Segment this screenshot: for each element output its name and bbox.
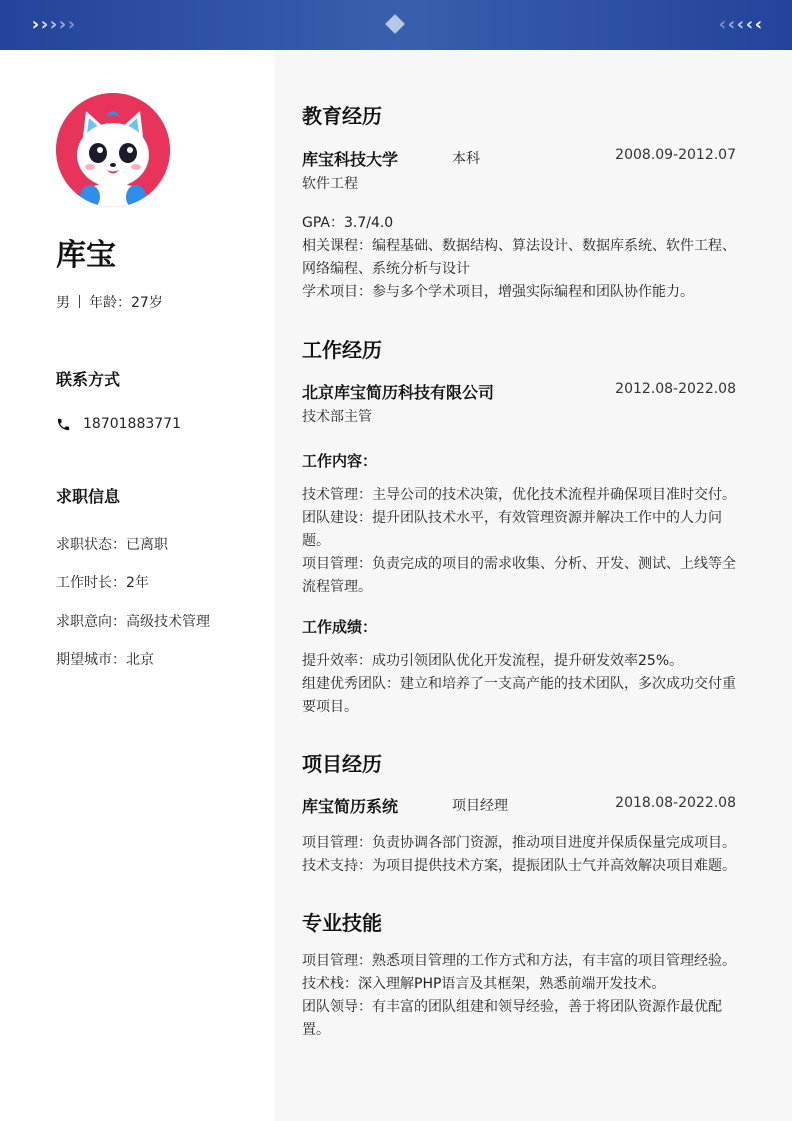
academic-projects-line: 学术项目：参与多个学术项目，增强实际编程和团队协作能力。 bbox=[302, 284, 694, 300]
candidate-name: 库宝 bbox=[56, 238, 116, 273]
mascot-avatar-icon bbox=[56, 93, 170, 207]
contact-heading: 联系方式 bbox=[56, 370, 121, 389]
chevrons-left-decoration: ‹ ‹ ‹ ‹ ‹ bbox=[718, 14, 761, 35]
job-intention: 求职意向：高级技术管理 bbox=[56, 614, 210, 630]
project-detail-item: 项目管理：负责协调各部门资源，推动项目进度并保质保量完成项目。 bbox=[302, 835, 736, 851]
education-header-row bbox=[302, 147, 736, 170]
work-duration: 工作时长：2年 bbox=[56, 575, 149, 591]
expected-city: 期望城市：北京 bbox=[56, 652, 154, 668]
project-detail-item: 技术支持：为项目提供技术方案，提振团队士气并高效解决项目难题。 bbox=[302, 858, 736, 874]
school-name: 库宝科技大学 bbox=[302, 150, 399, 169]
project-date: 2018.08-2022.08 bbox=[615, 795, 736, 811]
work-content-item: 技术管理：主导公司的技术决策，优化技术流程并确保项目准时交付。 bbox=[302, 487, 736, 503]
work-content bbox=[302, 484, 738, 599]
work-result-item: 组建优秀团队：建立和培养了一支高产能的技术团队，多次成功交付重要项目。 bbox=[302, 676, 736, 715]
project-name: 库宝简历系统 bbox=[302, 797, 399, 816]
skill-item: 技术栈：深入理解PHP语言及其框架，熟悉前端开发技术。 bbox=[302, 976, 666, 992]
project-header-row bbox=[302, 794, 736, 817]
divider bbox=[79, 295, 80, 308]
project-role: 项目经理 bbox=[452, 798, 508, 814]
gender: 男 bbox=[56, 295, 70, 311]
degree: 本科 bbox=[452, 151, 480, 167]
chevrons-right-decoration: › › › › › bbox=[31, 14, 74, 35]
skill-item: 项目管理：熟悉项目管理的工作方式和方法，有丰富的项目管理经验。 bbox=[302, 953, 736, 969]
project-details bbox=[302, 832, 738, 878]
education-heading: 教育经历 bbox=[302, 104, 382, 128]
work-content-item: 团队建设：提升团队技术水平，有效管理资源并解决工作中的人力问题。 bbox=[302, 510, 722, 549]
diamond-decoration bbox=[385, 14, 405, 34]
phone-row bbox=[56, 416, 181, 432]
skill-item: 团队领导：有丰富的团队组建和领导经验，善于将团队资源作最优配置。 bbox=[302, 999, 722, 1038]
work-results-heading: 工作成绩： bbox=[302, 618, 378, 636]
skills-list bbox=[302, 950, 738, 1042]
job-info-heading: 求职信息 bbox=[56, 487, 121, 506]
avatar bbox=[56, 93, 170, 207]
age: 年龄：27岁 bbox=[89, 295, 163, 311]
top-banner bbox=[0, 0, 792, 50]
work-role: 技术部主管 bbox=[302, 409, 372, 425]
work-content-item: 项目管理：负责完成的项目的需求收集、分析、开发、测试、上线等全流程管理。 bbox=[302, 556, 736, 595]
major: 软件工程 bbox=[302, 176, 358, 192]
phone-icon bbox=[56, 417, 71, 432]
work-date: 2012.08-2022.08 bbox=[615, 381, 736, 397]
basic-info bbox=[56, 292, 163, 312]
work-result-item: 提升效率：成功引领团队优化开发流程，提升研发效率25%。 bbox=[302, 653, 684, 669]
education-date: 2008.09-2012.07 bbox=[615, 147, 736, 163]
phone-number[interactable]: 18701883771 bbox=[83, 416, 181, 432]
work-header-row bbox=[302, 380, 736, 403]
gpa-line: GPA：3.7/4.0 bbox=[302, 215, 394, 231]
project-heading: 项目经历 bbox=[302, 752, 382, 776]
company-name: 北京库宝简历科技有限公司 bbox=[302, 383, 495, 402]
education-details bbox=[302, 212, 738, 304]
work-heading: 工作经历 bbox=[302, 338, 382, 362]
work-results bbox=[302, 650, 738, 719]
skills-heading: 专业技能 bbox=[302, 911, 382, 935]
work-content-heading: 工作内容： bbox=[302, 452, 378, 470]
courses-line: 相关课程：编程基础、数据结构、算法设计、数据库系统、软件工程、网络编程、系统分析与设计 bbox=[302, 238, 736, 277]
job-status: 求职状态：已离职 bbox=[56, 537, 168, 553]
